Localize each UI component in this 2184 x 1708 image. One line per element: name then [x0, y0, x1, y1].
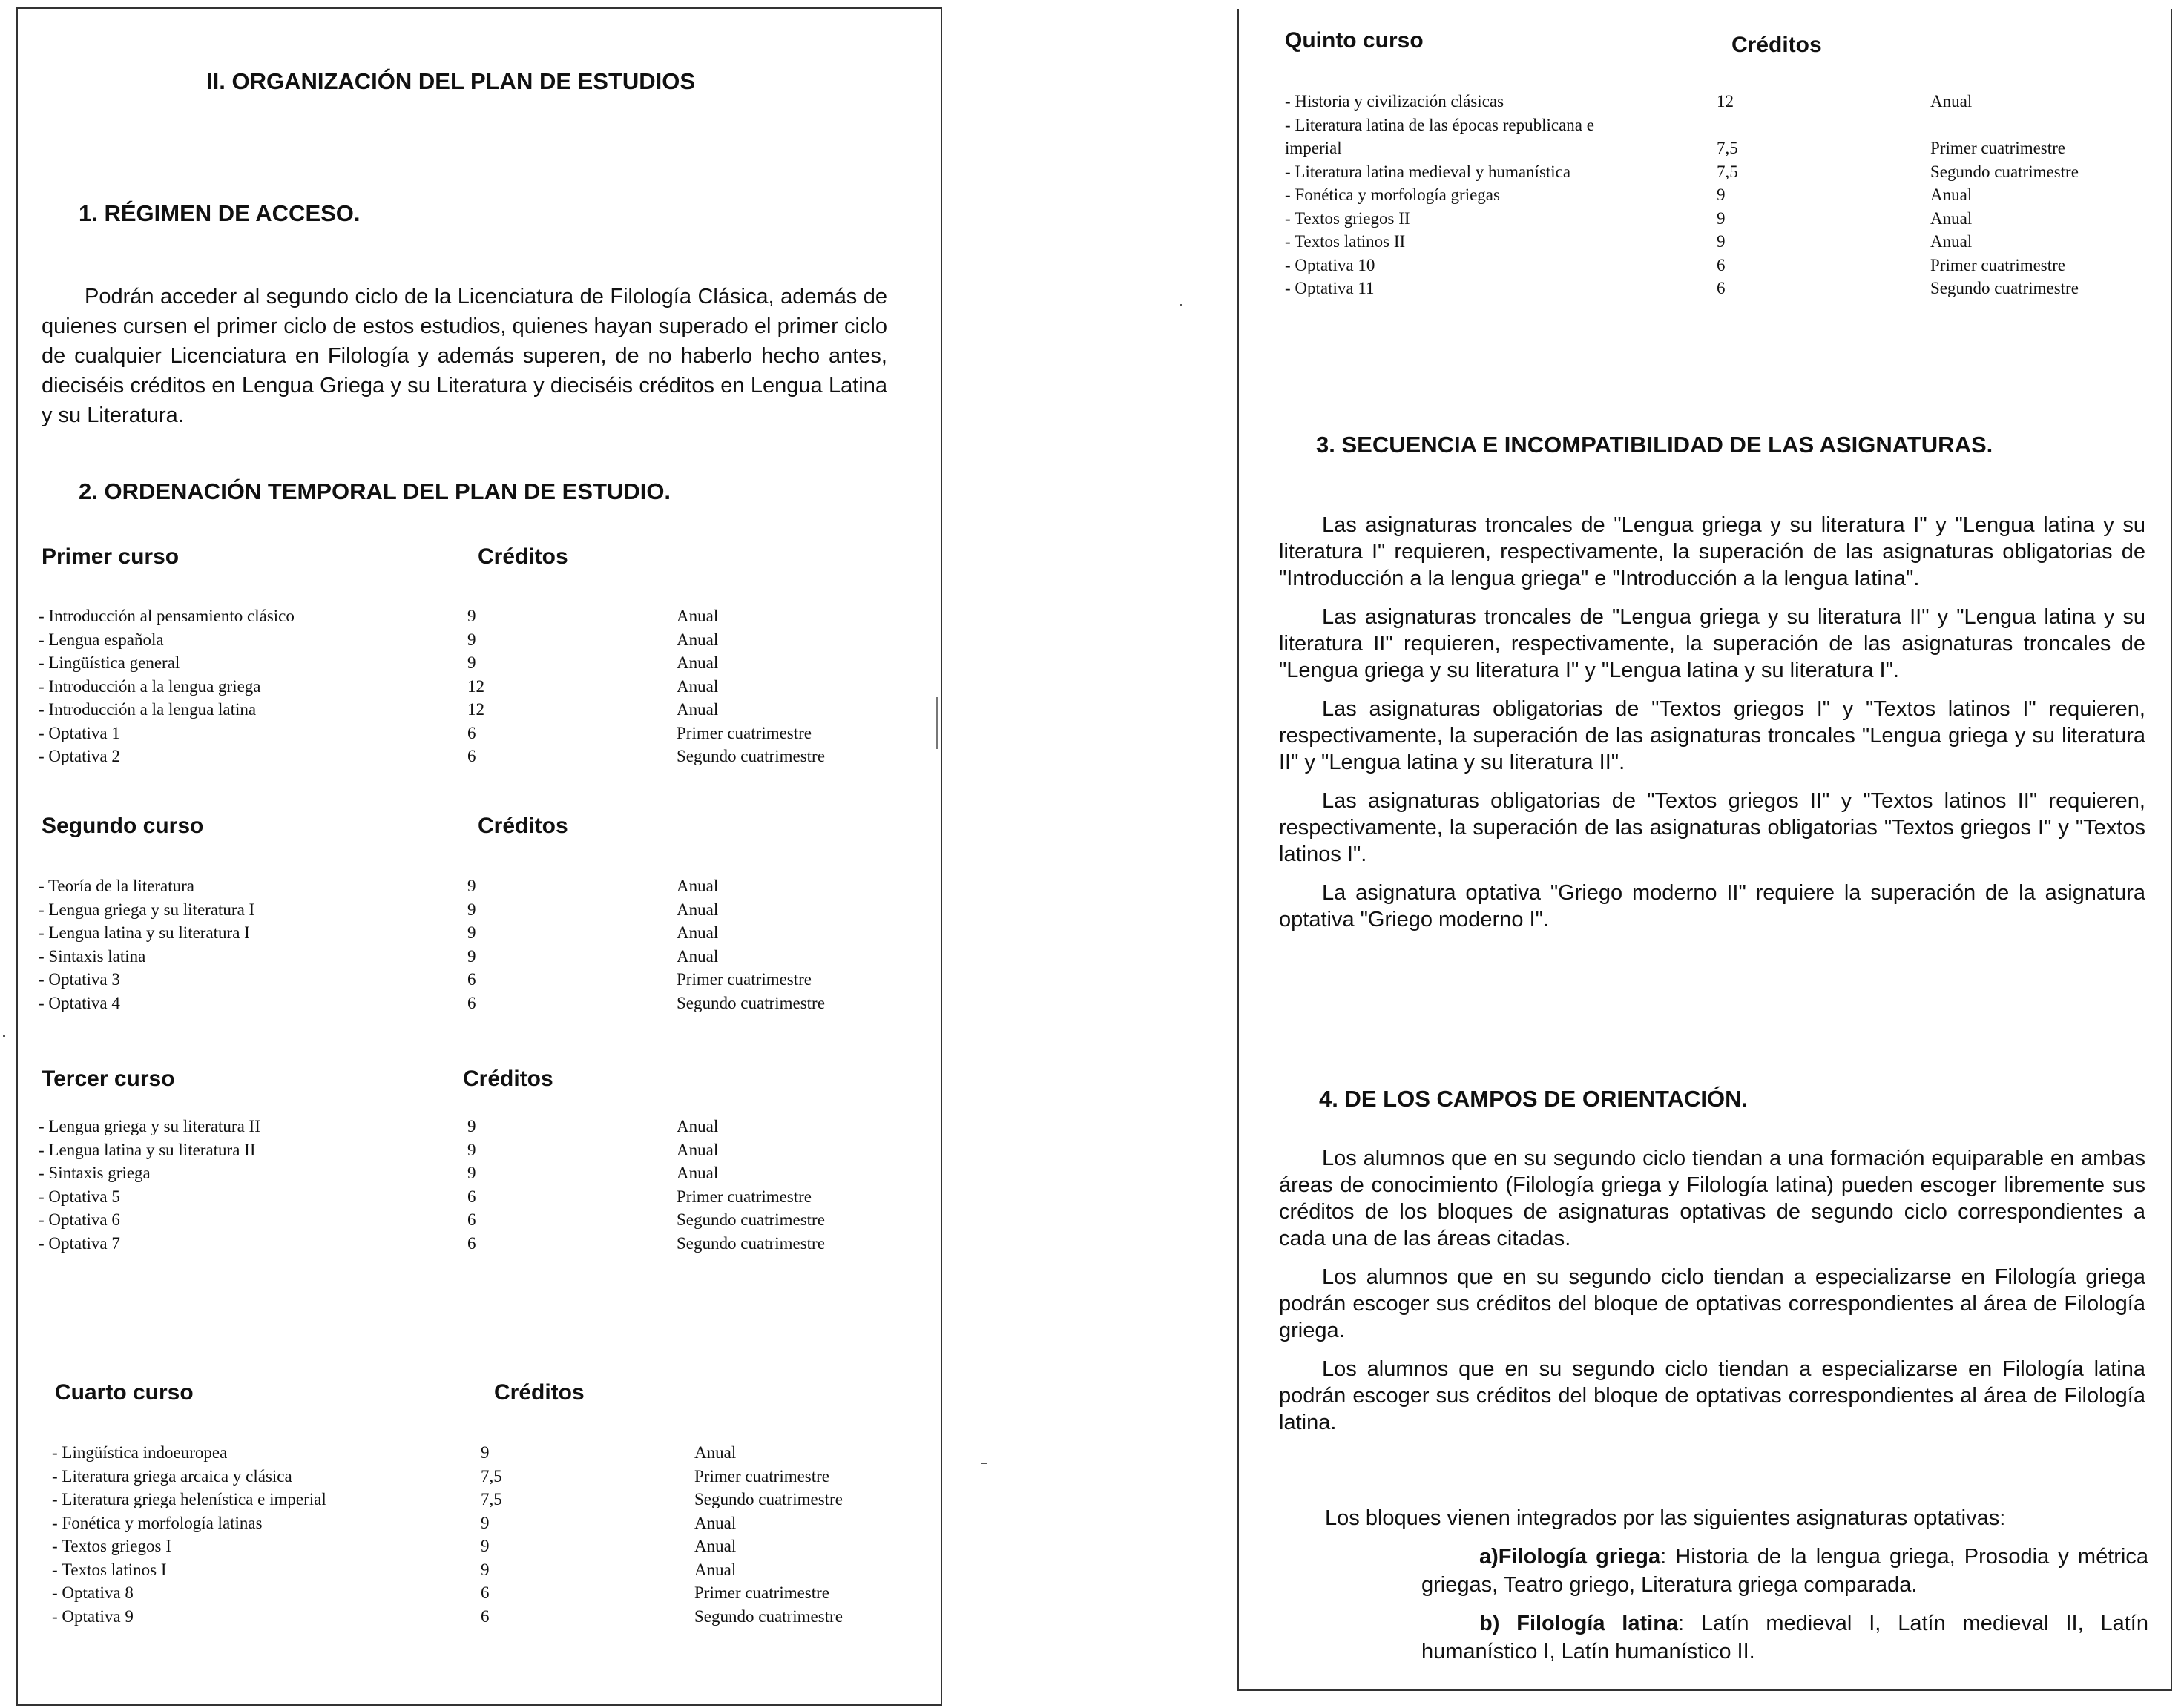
subject-row: [39, 724, 914, 748]
block-b: [1421, 1609, 2148, 1666]
course-title: Cuarto curso: [55, 1380, 194, 1405]
subject-name: - Optativa 11: [1285, 279, 1375, 297]
section-3-text: [1279, 512, 2145, 945]
subject-name: - Literatura latina medieval y humanística: [1285, 162, 1571, 181]
subject-name: - Introducción a la lengua latina: [39, 700, 257, 719]
subject-credits: 9: [467, 607, 476, 625]
subject-period: Segundo cuatrimestre: [1930, 162, 2079, 181]
subject-row: [39, 677, 914, 701]
credits-header: Créditos: [463, 1066, 553, 1091]
subject-credits: 9: [1717, 232, 1726, 251]
subject-credits: 7,5: [481, 1490, 502, 1508]
subject-name: - Fonética y morfología latinas: [52, 1513, 263, 1532]
subject-name: - Lingüística general: [39, 653, 180, 672]
subject-credits: 7,5: [1717, 139, 1738, 157]
subject-row: [39, 607, 914, 630]
subject-name: - Textos latinos I: [52, 1560, 167, 1579]
subject-row: [52, 1560, 927, 1584]
subject-name: - Lengua latina y su literatura I: [39, 923, 250, 942]
paragraph: Los alumnos que en su segundo ciclo tiendan a especializarse en Filología griega podrán escoger sus créditos del bloque de optativas correspondientes al área de Filología griega.: [1279, 1265, 2145, 1342]
subject-period: Anual: [677, 1140, 719, 1159]
subject-name: - Textos griegos I: [52, 1537, 171, 1555]
subject-credits: 12: [1717, 92, 1734, 111]
subject-row: [52, 1467, 927, 1491]
course-list-1: [39, 607, 914, 771]
subject-period: Primer cuatrimestre: [677, 970, 812, 989]
credits-header: Créditos: [478, 814, 568, 838]
course-list-5: [1285, 92, 2160, 303]
block-b-label: b) Filología latina: [1479, 1612, 1679, 1635]
subject-row: [1285, 116, 2160, 139]
subject-period: Anual: [1930, 92, 1973, 111]
subject-credits: 9: [1717, 208, 1726, 228]
subject-name: - Introducción a la lengua griega: [39, 676, 261, 696]
subject-name: - Historia y civilización clásicas: [1285, 92, 1504, 111]
subject-row: [1285, 185, 2160, 209]
subject-row: [39, 1141, 914, 1164]
scan-speck: [981, 1463, 987, 1464]
paragraph: Las asignaturas troncales de "Lengua griega y su literatura I" y "Lengua latina y su literatura I" requieren, respectivamente, la superación de las asignaturas obligatorias de "Introducción a la lengua griega" e "Introducción a la lengua latina".: [1279, 513, 2145, 590]
subject-credits: 6: [467, 993, 476, 1012]
course-title: Primer curso: [42, 544, 180, 569]
credits-header: Créditos: [1731, 33, 1822, 57]
subject-name: - Sintaxis latina: [39, 946, 146, 966]
subject-name: - Teoría de la literatura: [39, 877, 194, 895]
subject-credits: 9: [467, 1140, 476, 1159]
section-1-title: 1. RÉGIMEN DE ACCESO.: [79, 200, 361, 226]
subject-name: - Lingüística indoeuropea: [52, 1443, 228, 1462]
block-a-label: a)Filología griega: [1479, 1545, 1661, 1569]
subject-period: Anual: [677, 653, 719, 672]
subject-period: Anual: [694, 1537, 737, 1555]
subject-credits: 7,5: [1717, 162, 1738, 181]
subject-row: [39, 630, 914, 654]
subject-row: [39, 923, 914, 947]
subject-period: Anual: [677, 1117, 719, 1135]
subject-period: Segundo cuatrimestre: [677, 993, 825, 1012]
course-title: Segundo curso: [42, 814, 204, 838]
subject-row: [1285, 162, 2160, 186]
subject-row: [39, 877, 914, 900]
subject-credits: 6: [1717, 279, 1726, 297]
subject-period: Primer cuatrimestre: [1930, 255, 2066, 274]
course-list-2: [39, 877, 914, 1017]
subject-name: - Textos griegos II: [1285, 208, 1410, 228]
subject-credits: 9: [467, 1117, 476, 1135]
subject-row: [52, 1537, 927, 1560]
subject-name: - Optativa 10: [1285, 255, 1375, 274]
subject-credits: 9: [481, 1443, 490, 1462]
subject-name: - Optativa 6: [39, 1210, 120, 1229]
subject-name: - Lengua griega y su literatura I: [39, 900, 255, 919]
subject-credits: 9: [481, 1560, 490, 1579]
section-title: II. ORGANIZACIÓN DEL PLAN DE ESTUDIOS: [206, 68, 696, 94]
credits-header: Créditos: [494, 1380, 585, 1405]
subject-credits: 9: [481, 1537, 490, 1555]
section-2-title: 2. ORDENACIÓN TEMPORAL DEL PLAN DE ESTUDIO.: [79, 478, 671, 504]
subject-period: Anual: [677, 676, 719, 696]
scan-mark: [936, 697, 938, 749]
subject-period: Anual: [677, 877, 719, 895]
subject-name: - Optativa 2: [39, 747, 120, 765]
subject-period: Anual: [677, 900, 719, 919]
subject-row: [1285, 279, 2160, 303]
subject-credits: 9: [467, 1164, 476, 1182]
subject-row: [39, 1210, 914, 1234]
subject-credits: 12: [467, 676, 484, 696]
subject-credits: 6: [481, 1583, 490, 1602]
subject-period: Primer cuatrimestre: [677, 1187, 812, 1206]
course-list-4: [52, 1443, 927, 1630]
subject-name: - Literatura latina de las épocas republicana e: [1285, 115, 1594, 134]
subject-row: [39, 947, 914, 971]
subject-credits: 6: [467, 1210, 476, 1229]
subject-name: - Lengua griega y su literatura II: [39, 1117, 260, 1135]
subject-period: Segundo cuatrimestre: [694, 1490, 843, 1508]
subject-credits: 9: [467, 630, 476, 649]
subject-row: [1285, 209, 2160, 233]
subject-credits: 6: [467, 970, 476, 989]
blocks-intro: Los bloques vienen integrados por las siguientes asignaturas optativas:: [1325, 1506, 2006, 1530]
section-4-title: 4. DE LOS CAMPOS DE ORIENTACIÓN.: [1319, 1086, 1749, 1112]
subject-credits: 9: [467, 653, 476, 672]
subject-credits: 6: [467, 723, 476, 742]
subject-row: [52, 1514, 927, 1537]
credits-header: Créditos: [478, 544, 568, 569]
subject-row: [1285, 139, 2160, 162]
subject-period: Primer cuatrimestre: [677, 723, 812, 742]
block-a-text: : Historia de la lengua griega, Prosodia y métrica griegas, Teatro griego, Literatura griega comparada.: [1421, 1545, 2148, 1597]
subject-row: [39, 747, 914, 771]
subject-row: [52, 1443, 927, 1467]
subject-row: [52, 1607, 927, 1631]
subject-row: [52, 1490, 927, 1514]
subject-name: - Lengua española: [39, 630, 164, 649]
subject-period: Primer cuatrimestre: [694, 1466, 830, 1486]
subject-credits: 9: [481, 1513, 490, 1532]
course-list-3: [39, 1117, 914, 1257]
subject-row: [52, 1583, 927, 1607]
subject-name: - Optativa 8: [52, 1583, 134, 1602]
subject-period: Anual: [677, 923, 719, 942]
subject-period: Anual: [677, 946, 719, 966]
subject-row: [39, 1234, 914, 1258]
subject-credits: 6: [481, 1606, 490, 1626]
section-4-text: [1279, 1145, 2145, 1448]
subject-row: [39, 900, 914, 924]
subject-name: - Lengua latina y su literatura II: [39, 1140, 256, 1159]
subject-period: Segundo cuatrimestre: [694, 1606, 843, 1626]
subject-credits: 12: [467, 700, 484, 719]
subject-row: [39, 1187, 914, 1211]
block-a: [1421, 1543, 2148, 1599]
subject-row: [1285, 92, 2160, 116]
subject-period: Anual: [1930, 185, 1973, 204]
section-1-text: [42, 282, 887, 430]
subject-period: Anual: [694, 1513, 737, 1532]
subject-name: - Sintaxis griega: [39, 1164, 151, 1182]
subject-period: Anual: [694, 1443, 737, 1462]
subject-credits: 6: [467, 1233, 476, 1253]
subject-row: [1285, 232, 2160, 256]
subject-name: - Optativa 5: [39, 1187, 120, 1206]
subject-name: - Introducción al pensamiento clásico: [39, 607, 295, 625]
subject-period: Segundo cuatrimestre: [1930, 279, 2079, 297]
block-b-text: : Latín medieval I, Latín medieval II, Latín humanístico I, Latín humanístico II.: [1421, 1612, 2148, 1664]
section-3-title: 3. SECUENCIA E INCOMPATIBILIDAD DE LAS ASIGNATURAS.: [1316, 432, 1993, 458]
subject-credits: 6: [1717, 255, 1726, 274]
course-title: Quinto curso: [1285, 28, 1424, 53]
scan-speck: [1180, 304, 1182, 306]
subject-period: Anual: [677, 700, 719, 719]
subject-period: Primer cuatrimestre: [694, 1583, 830, 1602]
subject-name: - Optativa 3: [39, 970, 120, 989]
subject-period: Anual: [1930, 232, 1973, 251]
subject-name: - Optativa 1: [39, 723, 120, 742]
subject-period: Segundo cuatrimestre: [677, 747, 825, 765]
subject-name: - Literatura griega arcaica y clásica: [52, 1466, 292, 1486]
subject-credits: 9: [467, 900, 476, 919]
subject-name: - Literatura griega helenística e imperial: [52, 1490, 326, 1508]
subject-row: [39, 1164, 914, 1187]
access-paragraph: Podrán acceder al segundo ciclo de la Licenciatura de Filología Clásica, además de quienes cursen el primer ciclo de estos estudios, quienes hayan superado el primer ciclo de cualquier Licenciatura en Filología y además superen, de no haberlo hecho antes, dieciséis créditos en Lengua Griega y su Literatura y dieciséis créditos en Lengua Latina y su Literatura.: [42, 285, 887, 427]
paragraph: Los alumnos que en su segundo ciclo tiendan a una formación equiparable en ambas áreas de conocimiento (Filología griega y Filología latina) pueden escoger libremente sus créditos de los bloques de asignaturas optativas de segundo ciclo correspondientes a cada una de las áreas citadas.: [1279, 1147, 2145, 1250]
paragraph: Las asignaturas obligatorias de "Textos griegos I" y "Textos latinos I" requieren, respectivamente, la superación de las asignaturas troncales "Lengua griega y su literatura II" y "Lengua latina y su literatura II".: [1279, 697, 2145, 774]
subject-credits: 6: [467, 1187, 476, 1206]
subject-row: [1285, 256, 2160, 280]
subject-period: Segundo cuatrimestre: [677, 1233, 825, 1253]
subject-name: - Textos latinos II: [1285, 232, 1406, 251]
subject-row: [39, 1117, 914, 1141]
subject-credits: 9: [1717, 185, 1726, 204]
subject-row: [39, 653, 914, 677]
subject-period: Anual: [1930, 208, 1973, 228]
paragraph: La asignatura optativa "Griego moderno II" requiere la superación de la asignatura optativa "Griego moderno I".: [1279, 881, 2145, 932]
subject-period: Anual: [677, 630, 719, 649]
subject-credits: 6: [467, 747, 476, 765]
subject-name: - Optativa 9: [52, 1606, 134, 1626]
paragraph: Las asignaturas obligatorias de "Textos griegos II" y "Textos latinos II" requieren, respectivamente, la superación de las asignaturas obligatorias "Textos griegos I" y "Textos latinos I".: [1279, 789, 2145, 866]
subject-period: Anual: [694, 1560, 737, 1579]
paragraph: Las asignaturas troncales de "Lengua griega y su literatura II" y "Lengua latina y su literatura II" requieren, respectivamente, la superación de las asignaturas troncales de "Lengua griega y su literatura I" y "Lengua latina y su literatura I".: [1279, 605, 2145, 682]
subject-period: Anual: [677, 607, 719, 625]
scan-speck: [3, 1035, 5, 1037]
paragraph: Los alumnos que en su segundo ciclo tiendan a especializarse en Filología latina podrán escoger sus créditos del bloque de optativas correspondientes al área de Filología latina.: [1279, 1357, 2145, 1434]
subject-period: Anual: [677, 1164, 719, 1182]
subject-period: Primer cuatrimestre: [1930, 139, 2066, 157]
subject-credits: 7,5: [481, 1466, 502, 1486]
subject-row: [39, 700, 914, 724]
subject-name: imperial: [1285, 139, 1342, 157]
subject-name: - Optativa 4: [39, 993, 120, 1012]
subject-credits: 9: [467, 877, 476, 895]
subject-credits: 9: [467, 923, 476, 942]
subject-row: [39, 970, 914, 994]
subject-row: [39, 994, 914, 1018]
subject-credits: 9: [467, 946, 476, 966]
course-title: Tercer curso: [42, 1066, 175, 1091]
subject-name: - Optativa 7: [39, 1233, 120, 1253]
subject-period: Segundo cuatrimestre: [677, 1210, 825, 1229]
subject-name: - Fonética y morfología griegas: [1285, 185, 1500, 204]
